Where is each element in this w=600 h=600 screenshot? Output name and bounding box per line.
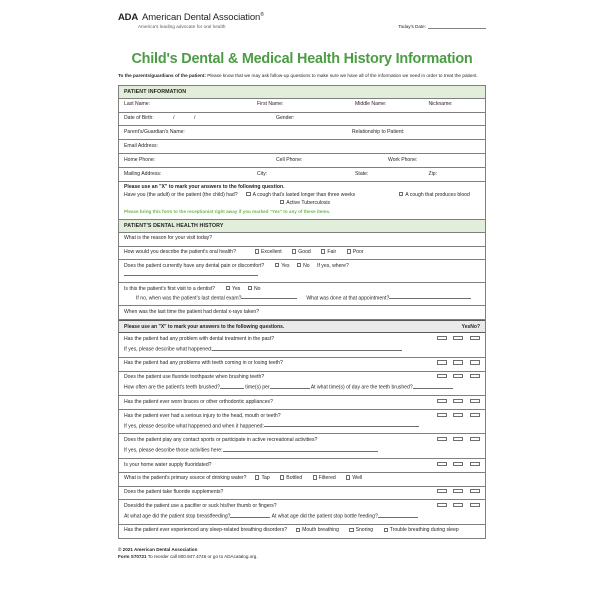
checkbox-icon-yes[interactable]	[437, 503, 447, 507]
xray-label: When was the last time the patient had dental x-rays taken?	[124, 308, 260, 315]
zip-label: Zip:	[428, 170, 437, 177]
state-label: State:	[355, 170, 369, 177]
tb-option-row-2	[124, 200, 481, 208]
todays-date-label: Today's Date:	[398, 24, 426, 29]
dental-pain-label: Does the patient currently have any dental pain or discomfort?	[124, 263, 265, 270]
checkbox-icon-unknown[interactable]	[470, 489, 480, 493]
row-xrays[interactable]	[119, 306, 485, 320]
oral-health-label: How would you describe the patient's oral health?	[124, 249, 236, 256]
oral-health-option-good[interactable]: Good	[292, 249, 311, 257]
footer-copyright: © 2021 American Dental Association	[118, 546, 198, 552]
checkbox-icon[interactable]	[297, 263, 301, 267]
checkbox-icon-unknown[interactable]	[470, 336, 480, 340]
last-exam-followup-label: What was done at that appointment?	[306, 295, 390, 302]
first-visit-option-yes[interactable]: Yes	[226, 286, 241, 294]
checkbox-icon[interactable]	[226, 286, 230, 290]
checkbox-icon[interactable]	[280, 200, 284, 204]
last-exam-label: If no, when was the patient's last dental exam?	[136, 295, 242, 302]
checkbox-icon-unknown[interactable]	[470, 462, 480, 466]
intro-paragraph	[118, 73, 486, 80]
question-text: Has the patient ever had a serious injury to the head, mouth or teeth?	[124, 412, 281, 419]
date-of-birth-field[interactable]	[124, 115, 276, 123]
home-phone-label: Home Phone:	[124, 156, 156, 163]
checkbox-icon[interactable]	[275, 263, 279, 267]
dob-separator-2: /	[194, 115, 196, 122]
checkbox-icon[interactable]	[296, 528, 300, 532]
checkbox-icon[interactable]	[248, 286, 252, 290]
date-of-birth-label: Date of Birth:	[124, 115, 154, 122]
oral-health-option-fair[interactable]: Fair	[321, 249, 336, 257]
sleep-option-snoring[interactable]: Snoring	[349, 527, 373, 535]
footer-form-number: Form S70721	[118, 554, 147, 560]
dental-pain-followup-label: If yes, where?	[317, 263, 349, 270]
sleep-option-mouth-breathing[interactable]: Mouth breathing	[296, 527, 339, 535]
registered-mark-icon: ®	[260, 12, 264, 18]
question-text: Does the patient play any contact sports or participate in active recreational activities?	[124, 437, 318, 444]
answer-checkboxes[interactable]	[435, 360, 481, 364]
sleep-question-label: Has the patient ever experienced any sleep-related breathing disorders?	[124, 527, 288, 534]
checkbox-icon-unknown[interactable]	[470, 360, 480, 364]
water-source-label: What is the patient's primary source of drinking water?	[124, 475, 247, 482]
row-first-visit[interactable]	[119, 283, 485, 306]
intro-lead: To the parents/guardians of the patient:	[118, 73, 206, 78]
checkbox-icon-no[interactable]	[453, 437, 463, 441]
city-label: City:	[257, 170, 268, 177]
answer-columns-header	[119, 320, 485, 333]
question-text: Has the patient had any problems with teeth coming in or losing teeth?	[124, 360, 283, 367]
checkbox-icon-unknown[interactable]	[470, 503, 480, 507]
mailing-address-label: Mailing Address:	[124, 170, 162, 177]
answer-checkboxes[interactable]	[435, 503, 481, 507]
brush-period-input[interactable]	[270, 383, 310, 389]
column-header-yes: Yes	[461, 323, 471, 330]
question-text: Has the patient had any problem with dental treatment in the past?	[124, 335, 275, 342]
cell-phone-label: Cell Phone:	[276, 156, 303, 163]
row-email[interactable]	[119, 140, 485, 154]
checkbox-icon[interactable]	[347, 249, 351, 253]
dental-pain-option-yes[interactable]: Yes	[275, 263, 290, 271]
checkbox-icon-unknown[interactable]	[470, 399, 480, 403]
checkbox-icon-yes[interactable]	[437, 489, 447, 493]
dental-mark-instruction: Please use an "X" to mark your answers to the following questions.	[124, 323, 285, 330]
first-visit-label: Is this the patient's first visit to a dentist?	[124, 286, 216, 292]
question-row-head-injury[interactable]	[119, 410, 485, 434]
breastfeed-age-input[interactable]	[230, 512, 270, 518]
question-text: Has the patient ever worn braces or other orthodontic appliances?	[124, 398, 273, 405]
answer-checkboxes[interactable]	[435, 374, 481, 378]
first-visit-option-no[interactable]: No	[248, 286, 261, 294]
question-subline: How often are the patient's teeth brushed? time(s) per At what time(s) of day are the teeth brushed?	[124, 383, 481, 392]
guardian-name-label: Parent's/Guardian's Name:	[124, 129, 185, 136]
last-name-label: Last Name:	[124, 101, 151, 108]
question-row-pacifier-thumb[interactable]	[119, 500, 485, 524]
todays-date-field[interactable]	[398, 24, 486, 29]
question-row-braces[interactable]	[119, 396, 485, 410]
row-guardian[interactable]	[119, 126, 485, 140]
ada-logo	[118, 12, 486, 23]
row-drinking-water-source[interactable]	[119, 473, 485, 487]
question-row-fluoride-supplements[interactable]	[119, 487, 485, 501]
row-dental-pain[interactable]	[119, 260, 485, 283]
checkbox-icon[interactable]	[384, 528, 388, 532]
row-sleep-breathing-disorders[interactable]	[119, 525, 485, 539]
answer-checkboxes[interactable]	[435, 437, 481, 441]
checkbox-icon[interactable]	[280, 475, 284, 479]
reason-for-visit-label: What is the reason for your visit today?	[124, 235, 213, 242]
work-phone-label: Work Phone:	[388, 156, 418, 163]
brush-frequency-input[interactable]	[220, 383, 244, 389]
checkbox-icon-no[interactable]	[453, 462, 463, 466]
answer-checkboxes[interactable]	[435, 489, 481, 493]
column-header-unknown: ?	[476, 323, 480, 330]
checkbox-icon-yes[interactable]	[437, 336, 447, 340]
question-row-teeth-coming-in[interactable]	[119, 358, 485, 372]
email-label: Email Address:	[124, 142, 158, 149]
question-row-contact-sports[interactable]	[119, 434, 485, 458]
answer-checkboxes[interactable]	[435, 336, 481, 340]
checkbox-icon-yes[interactable]	[437, 437, 447, 441]
water-source-option-well[interactable]: Well	[346, 475, 362, 483]
checkbox-icon-unknown[interactable]	[470, 374, 480, 378]
last-exam-date-input[interactable]	[241, 294, 297, 300]
row-address[interactable]	[119, 168, 485, 182]
checkbox-icon[interactable]	[346, 475, 350, 479]
page-title: Child's Dental & Medical Health History Information	[131, 51, 473, 67]
question-text: Does the patient take fluoride supplements?	[124, 489, 224, 496]
ada-tagline: America's leading advocate for oral health	[138, 24, 226, 30]
checkbox-icon-unknown[interactable]	[470, 413, 480, 417]
checkbox-icon-yes[interactable]	[437, 374, 447, 378]
checkbox-icon[interactable]	[246, 192, 250, 196]
checkbox-icon-yes[interactable]	[437, 360, 447, 364]
answer-checkboxes[interactable]	[435, 413, 481, 417]
oral-health-option-poor[interactable]: Poor	[347, 249, 364, 257]
checkbox-icon-unknown[interactable]	[470, 437, 480, 441]
water-source-option-filtered[interactable]: Filtered	[313, 475, 336, 483]
question-text: Does the patient use fluoride toothpaste when brushing teeth?	[124, 374, 265, 381]
first-visit-line	[124, 286, 481, 294]
first-name-label: First Name:	[257, 101, 284, 108]
checkbox-icon-no[interactable]	[453, 374, 463, 378]
answer-checkboxes[interactable]	[435, 399, 481, 403]
describe-input[interactable]	[264, 422, 419, 428]
section-header-dental-health-history: PATIENT'S DENTAL HEALTH HISTORY	[119, 220, 485, 233]
footer	[118, 546, 486, 561]
question-subline: If yes, please describe those activities here:	[124, 446, 481, 455]
sleep-option-trouble-breathing[interactable]: Trouble breathing during sleep	[384, 527, 459, 535]
checkbox-icon[interactable]	[313, 475, 317, 479]
tb-option-cough-three-weeks[interactable]: A cough that's lasted longer than three weeks	[246, 192, 355, 200]
describe-input[interactable]	[212, 345, 402, 351]
tb-question-line	[124, 192, 481, 200]
question-text: Does/did the patient use a pacifier or suck his/her thumb or fingers?	[124, 503, 277, 509]
checkbox-icon[interactable]	[255, 475, 259, 479]
water-source-option-bottled[interactable]: Bottled	[280, 475, 302, 483]
patient-info-mark-instruction: Please use an "X" to mark your answers to the following question.	[124, 184, 285, 191]
checkbox-icon-no[interactable]	[453, 489, 463, 493]
question-row-home-water-fluoridated[interactable]	[119, 459, 485, 473]
footer-form-line	[118, 553, 486, 560]
dental-pain-option-no[interactable]: No	[297, 263, 310, 271]
row-tuberculosis-screening[interactable]	[119, 182, 485, 220]
row-phones[interactable]	[119, 154, 485, 168]
receptionist-note: Please bring this form to the receptionist right away if you marked "Yes" to any of these items.	[124, 209, 331, 215]
section-header-patient-information: PATIENT INFORMATION	[119, 86, 485, 99]
column-header-no: No	[470, 323, 477, 330]
middle-name-label: Middle Name:	[355, 101, 387, 108]
question-row-dental-treatment-problem[interactable]	[119, 333, 485, 357]
checkbox-icon-yes[interactable]	[437, 413, 447, 417]
nickname-label: Nickname:	[428, 101, 453, 108]
checkbox-icon-no[interactable]	[453, 360, 463, 364]
activities-input[interactable]	[223, 446, 378, 452]
checkbox-icon[interactable]	[349, 528, 353, 532]
checkbox-icon[interactable]	[399, 192, 403, 196]
checkbox-icon-no[interactable]	[453, 413, 463, 417]
checkbox-icon-no[interactable]	[453, 399, 463, 403]
tb-question-label: Have you (the adult) or the patient (the child) had?	[124, 192, 238, 199]
question-row-fluoride-toothpaste[interactable]	[119, 372, 485, 396]
question-subline: If yes, please describe what happened and when it happened:	[124, 422, 481, 431]
checkbox-icon-yes[interactable]	[437, 399, 447, 403]
row-dob-gender[interactable]	[119, 113, 485, 127]
masthead	[118, 12, 486, 42]
tb-option-cough-blood[interactable]: A cough that produces blood	[399, 192, 470, 200]
tb-option-active-tuberculosis[interactable]: Active Tuberculosis	[280, 200, 330, 208]
brush-time-input[interactable]	[413, 383, 453, 389]
dob-separator-1: /	[173, 115, 175, 122]
row-reason-for-visit[interactable]	[119, 233, 485, 247]
question-text: Is your home water supply fluoridated?	[124, 461, 212, 468]
last-exam-line	[124, 294, 481, 303]
gender-label: Gender:	[276, 115, 295, 122]
question-subline: If yes, please describe what happened:	[124, 345, 481, 354]
todays-date-line[interactable]	[428, 24, 486, 29]
checkbox-icon-no[interactable]	[453, 503, 463, 507]
ada-logo-mark: ADA	[118, 12, 138, 24]
question-subline: At what age did the patient stop breastfeeding? At what age did the patient stop bottle feeding?	[124, 512, 481, 521]
footer-reorder-text: To reorder call 800.947.4746 or go to ADAcatalog.org.	[146, 554, 258, 560]
row-names[interactable]	[119, 99, 485, 113]
patient-information-table	[118, 85, 486, 539]
water-source-option-tap[interactable]: Tap	[255, 475, 269, 483]
row-oral-health-rating[interactable]	[119, 247, 485, 261]
checkbox-icon[interactable]	[321, 249, 325, 253]
form-sheet	[118, 12, 486, 560]
intro-body: Please know that we may ask follow-up questions to make sure we have all of the information we need in order to treat the patient.	[205, 73, 478, 78]
answer-checkboxes[interactable]	[435, 462, 481, 466]
ada-org-name: American Dental Association®	[141, 12, 264, 24]
checkbox-icon[interactable]	[255, 249, 259, 253]
last-exam-treatment-input[interactable]	[389, 294, 471, 300]
checkbox-icon[interactable]	[292, 249, 296, 253]
checkbox-icon-yes[interactable]	[437, 462, 447, 466]
relationship-label: Relationship to Patient:	[352, 129, 405, 136]
dental-pain-location-input[interactable]	[124, 271, 258, 277]
oral-health-option-excellent[interactable]: Excellent	[255, 249, 282, 257]
checkbox-icon-no[interactable]	[453, 336, 463, 340]
bottle-age-input[interactable]	[378, 512, 418, 518]
